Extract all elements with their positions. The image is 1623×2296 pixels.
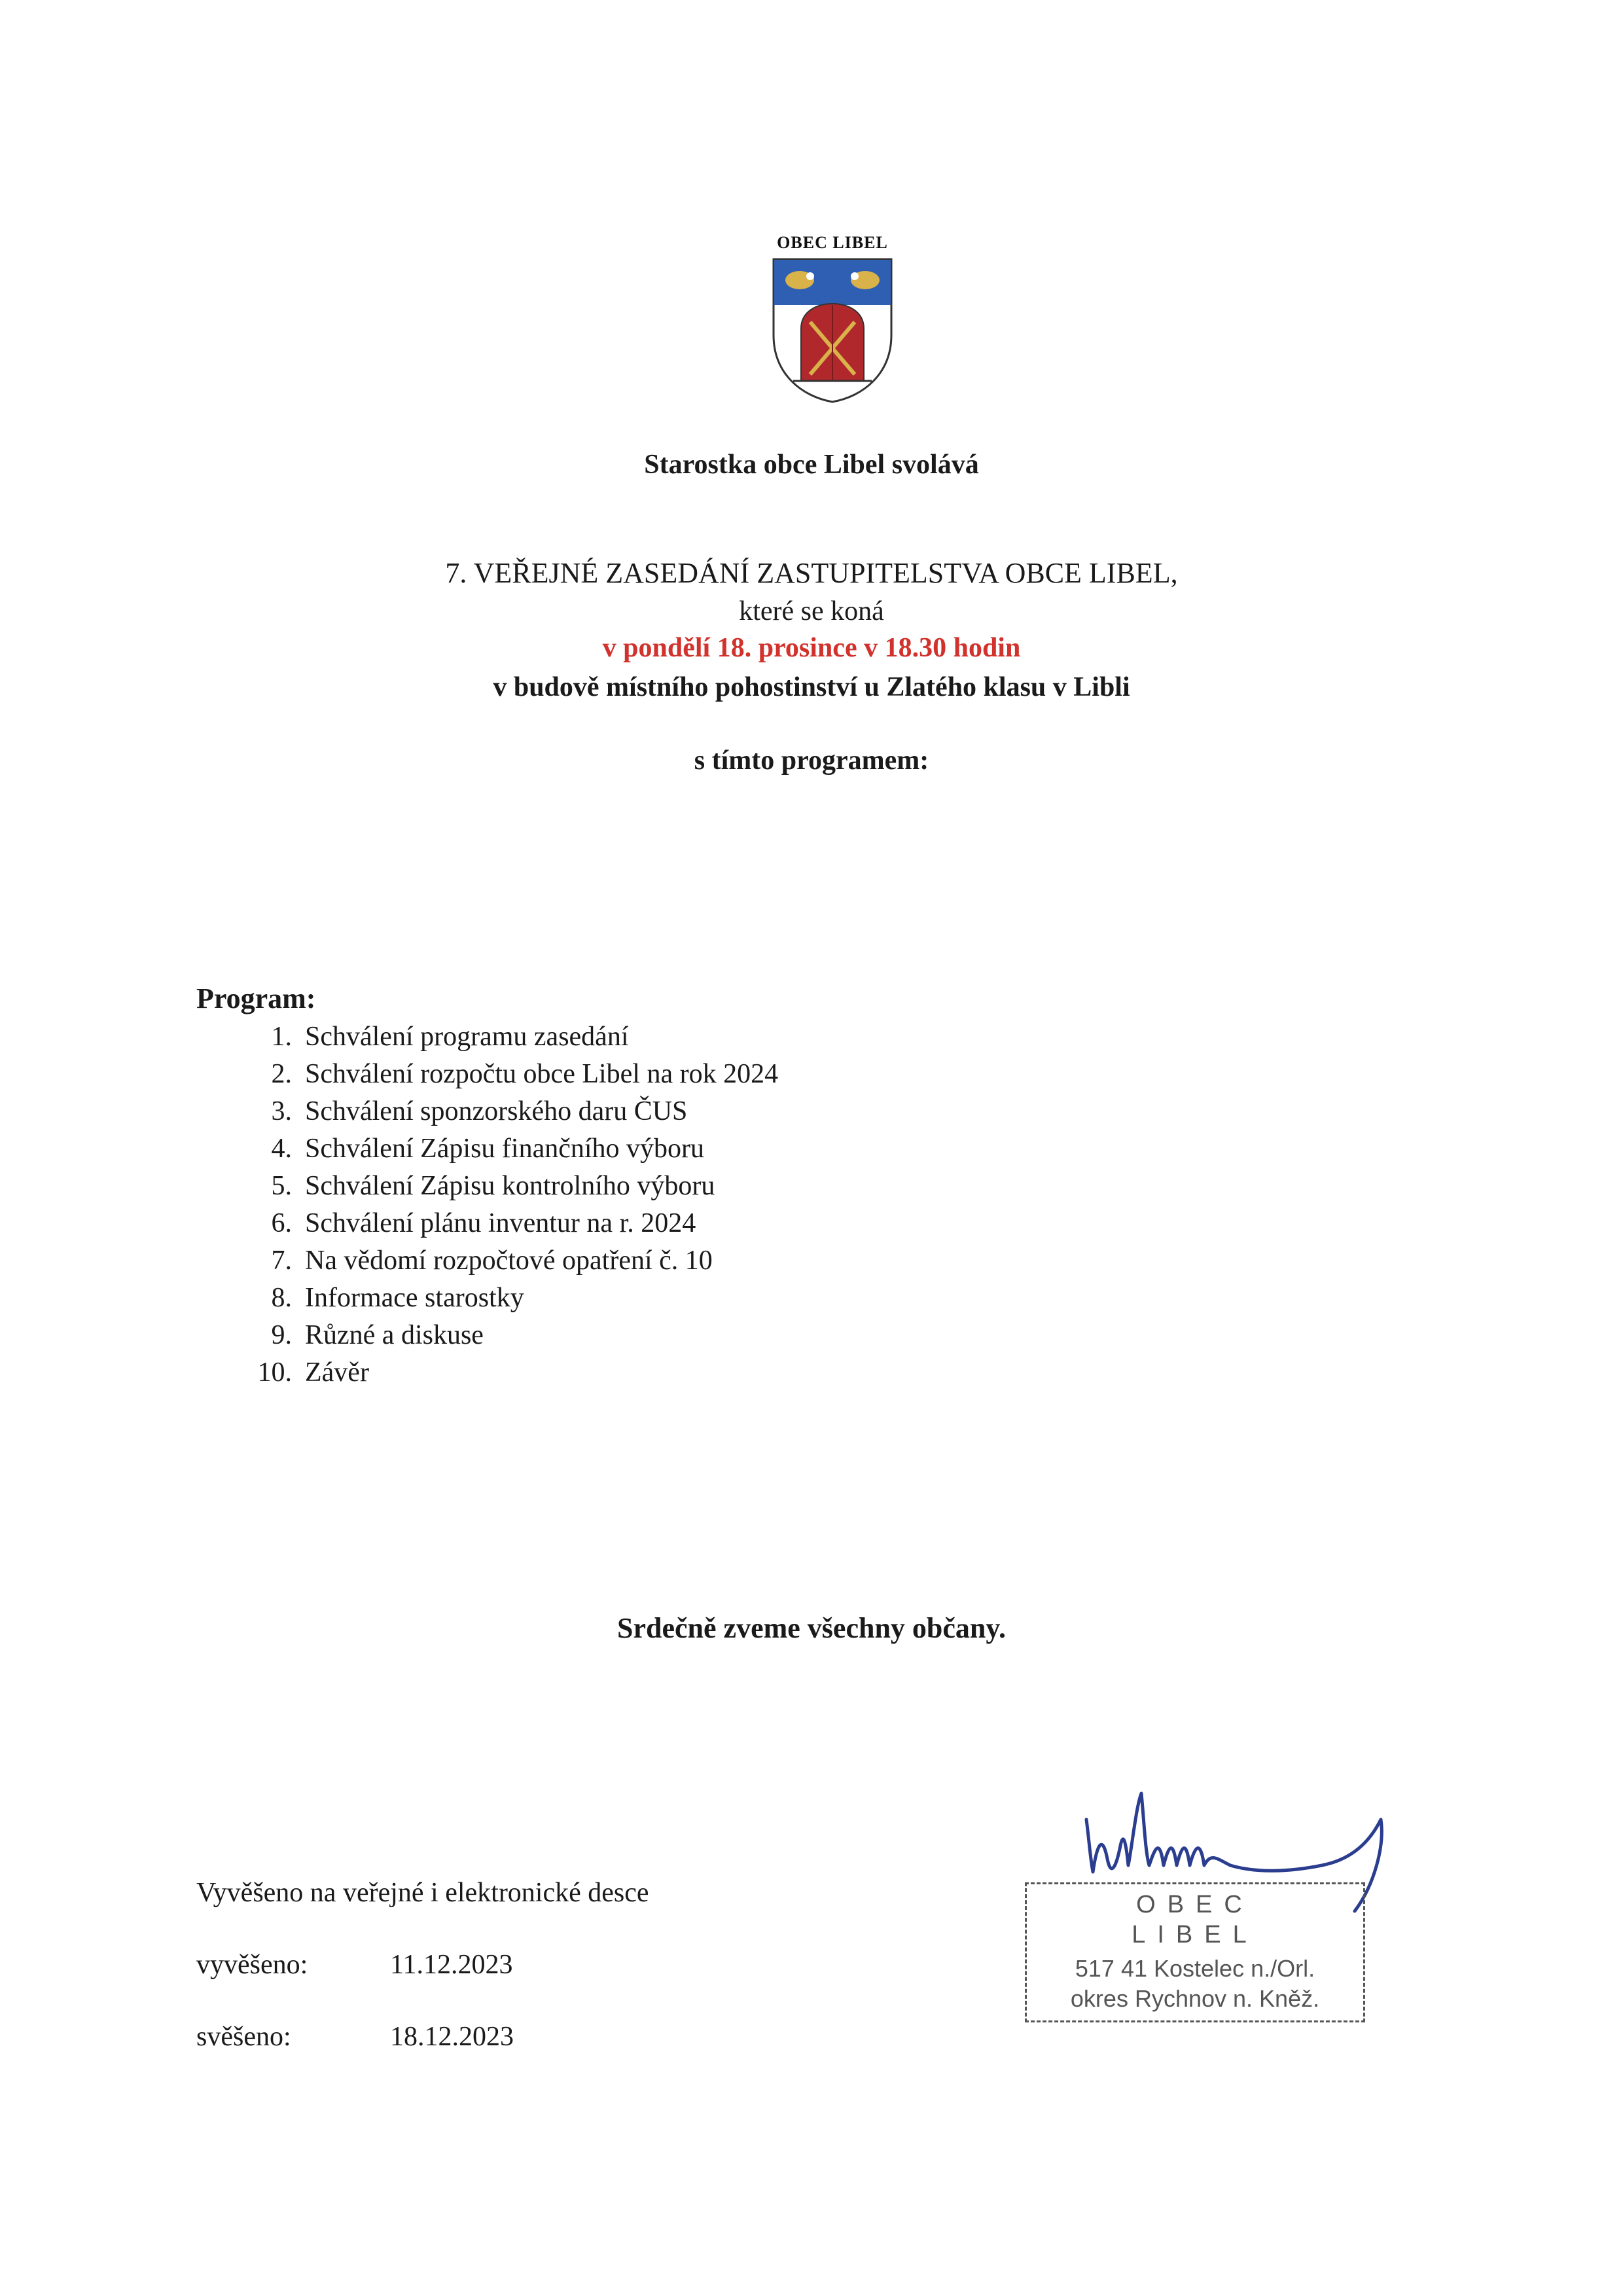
program-item: [241, 1130, 778, 1168]
program-item-number: 9.: [271, 1320, 292, 1350]
program-item: [241, 1242, 778, 1280]
removed-row: [196, 2021, 514, 2053]
posted-label: vyvěšeno:: [196, 1950, 308, 1980]
program-item-text: Různé a diskuse: [305, 1320, 484, 1350]
crest-title: OBEC LIBEL: [777, 233, 888, 252]
program-item-text: Schválení sponzorského daru ČUS: [305, 1096, 688, 1126]
program-item-number: 8.: [271, 1283, 292, 1313]
program-item: [241, 1354, 778, 1391]
stamp-line-4: okres Rychnov n. Kněž.: [1070, 1985, 1320, 2012]
program-item-text: Závěr: [305, 1357, 369, 1388]
program-item-number: 6.: [271, 1208, 292, 1238]
meeting-place: v budově místního pohostinství u Zlatého klasu v Libli: [493, 672, 1130, 702]
program-item-text: Informace starostky: [305, 1283, 524, 1313]
removed-date: 18.12.2023: [390, 2022, 514, 2052]
meeting-title: 7. VEŘEJNÉ ZASEDÁNÍ ZASTUPITELSTVA OBCE LIBEL,: [445, 557, 1178, 589]
coat-of-arms: [771, 233, 894, 404]
meeting-subtitle: které se koná: [739, 596, 884, 626]
program-item-number: 4.: [271, 1134, 292, 1164]
program-list: [241, 1018, 778, 1391]
removed-label: svěšeno:: [196, 2022, 291, 2052]
official-stamp: [1025, 1882, 1365, 2022]
invitation-text: Srdečně zveme všechny občany.: [617, 1612, 1006, 1644]
program-item-text: Schválení plánu inventur na r. 2024: [305, 1208, 696, 1238]
program-item-number: 7.: [271, 1246, 292, 1276]
program-item: [241, 1205, 778, 1242]
program-item: [241, 1018, 778, 1056]
posted-row: [196, 1949, 512, 1981]
program-item-text: Schválení Zápisu kontrolního výboru: [305, 1171, 715, 1201]
program-item: [241, 1056, 778, 1093]
program-item-number: 3.: [271, 1096, 292, 1126]
meeting-date: v pondělí 18. prosince v 18.30 hodin: [602, 633, 1021, 663]
program-item-text: Schválení programu zasedání: [305, 1022, 629, 1052]
program-item-number: 2.: [271, 1059, 292, 1089]
program-intro: s tímto programem:: [694, 745, 929, 776]
stamp-line-3: 517 41 Kostelec n./Orl.: [1075, 1955, 1315, 1982]
posted-date: 11.12.2023: [390, 1950, 513, 1980]
program-item-number: 1.: [271, 1022, 292, 1052]
program-item: [241, 1317, 778, 1354]
program-item-text: Na vědomí rozpočtové opatření č. 10: [305, 1246, 713, 1276]
page-subtitle: Starostka obce Libel svolává: [644, 450, 979, 480]
stamp-line-1: OBEC: [1136, 1891, 1254, 1918]
stamp-line-2: LIBEL: [1132, 1921, 1258, 1948]
coat-of-arms-icon: [771, 257, 894, 404]
program-item: [241, 1168, 778, 1205]
program-item: [241, 1093, 778, 1130]
posting-note: Vyvěšeno na veřejné i elektronické desce: [196, 1878, 649, 1908]
program-item: [241, 1280, 778, 1317]
program-item-number: 5.: [271, 1171, 292, 1201]
program-item-text: Schválení Zápisu finančního výboru: [305, 1134, 705, 1164]
program-item-text: Schválení rozpočtu obce Libel na rok 2024: [305, 1059, 779, 1089]
program-heading: Program:: [196, 982, 316, 1014]
program-item-number: 10.: [257, 1357, 292, 1388]
